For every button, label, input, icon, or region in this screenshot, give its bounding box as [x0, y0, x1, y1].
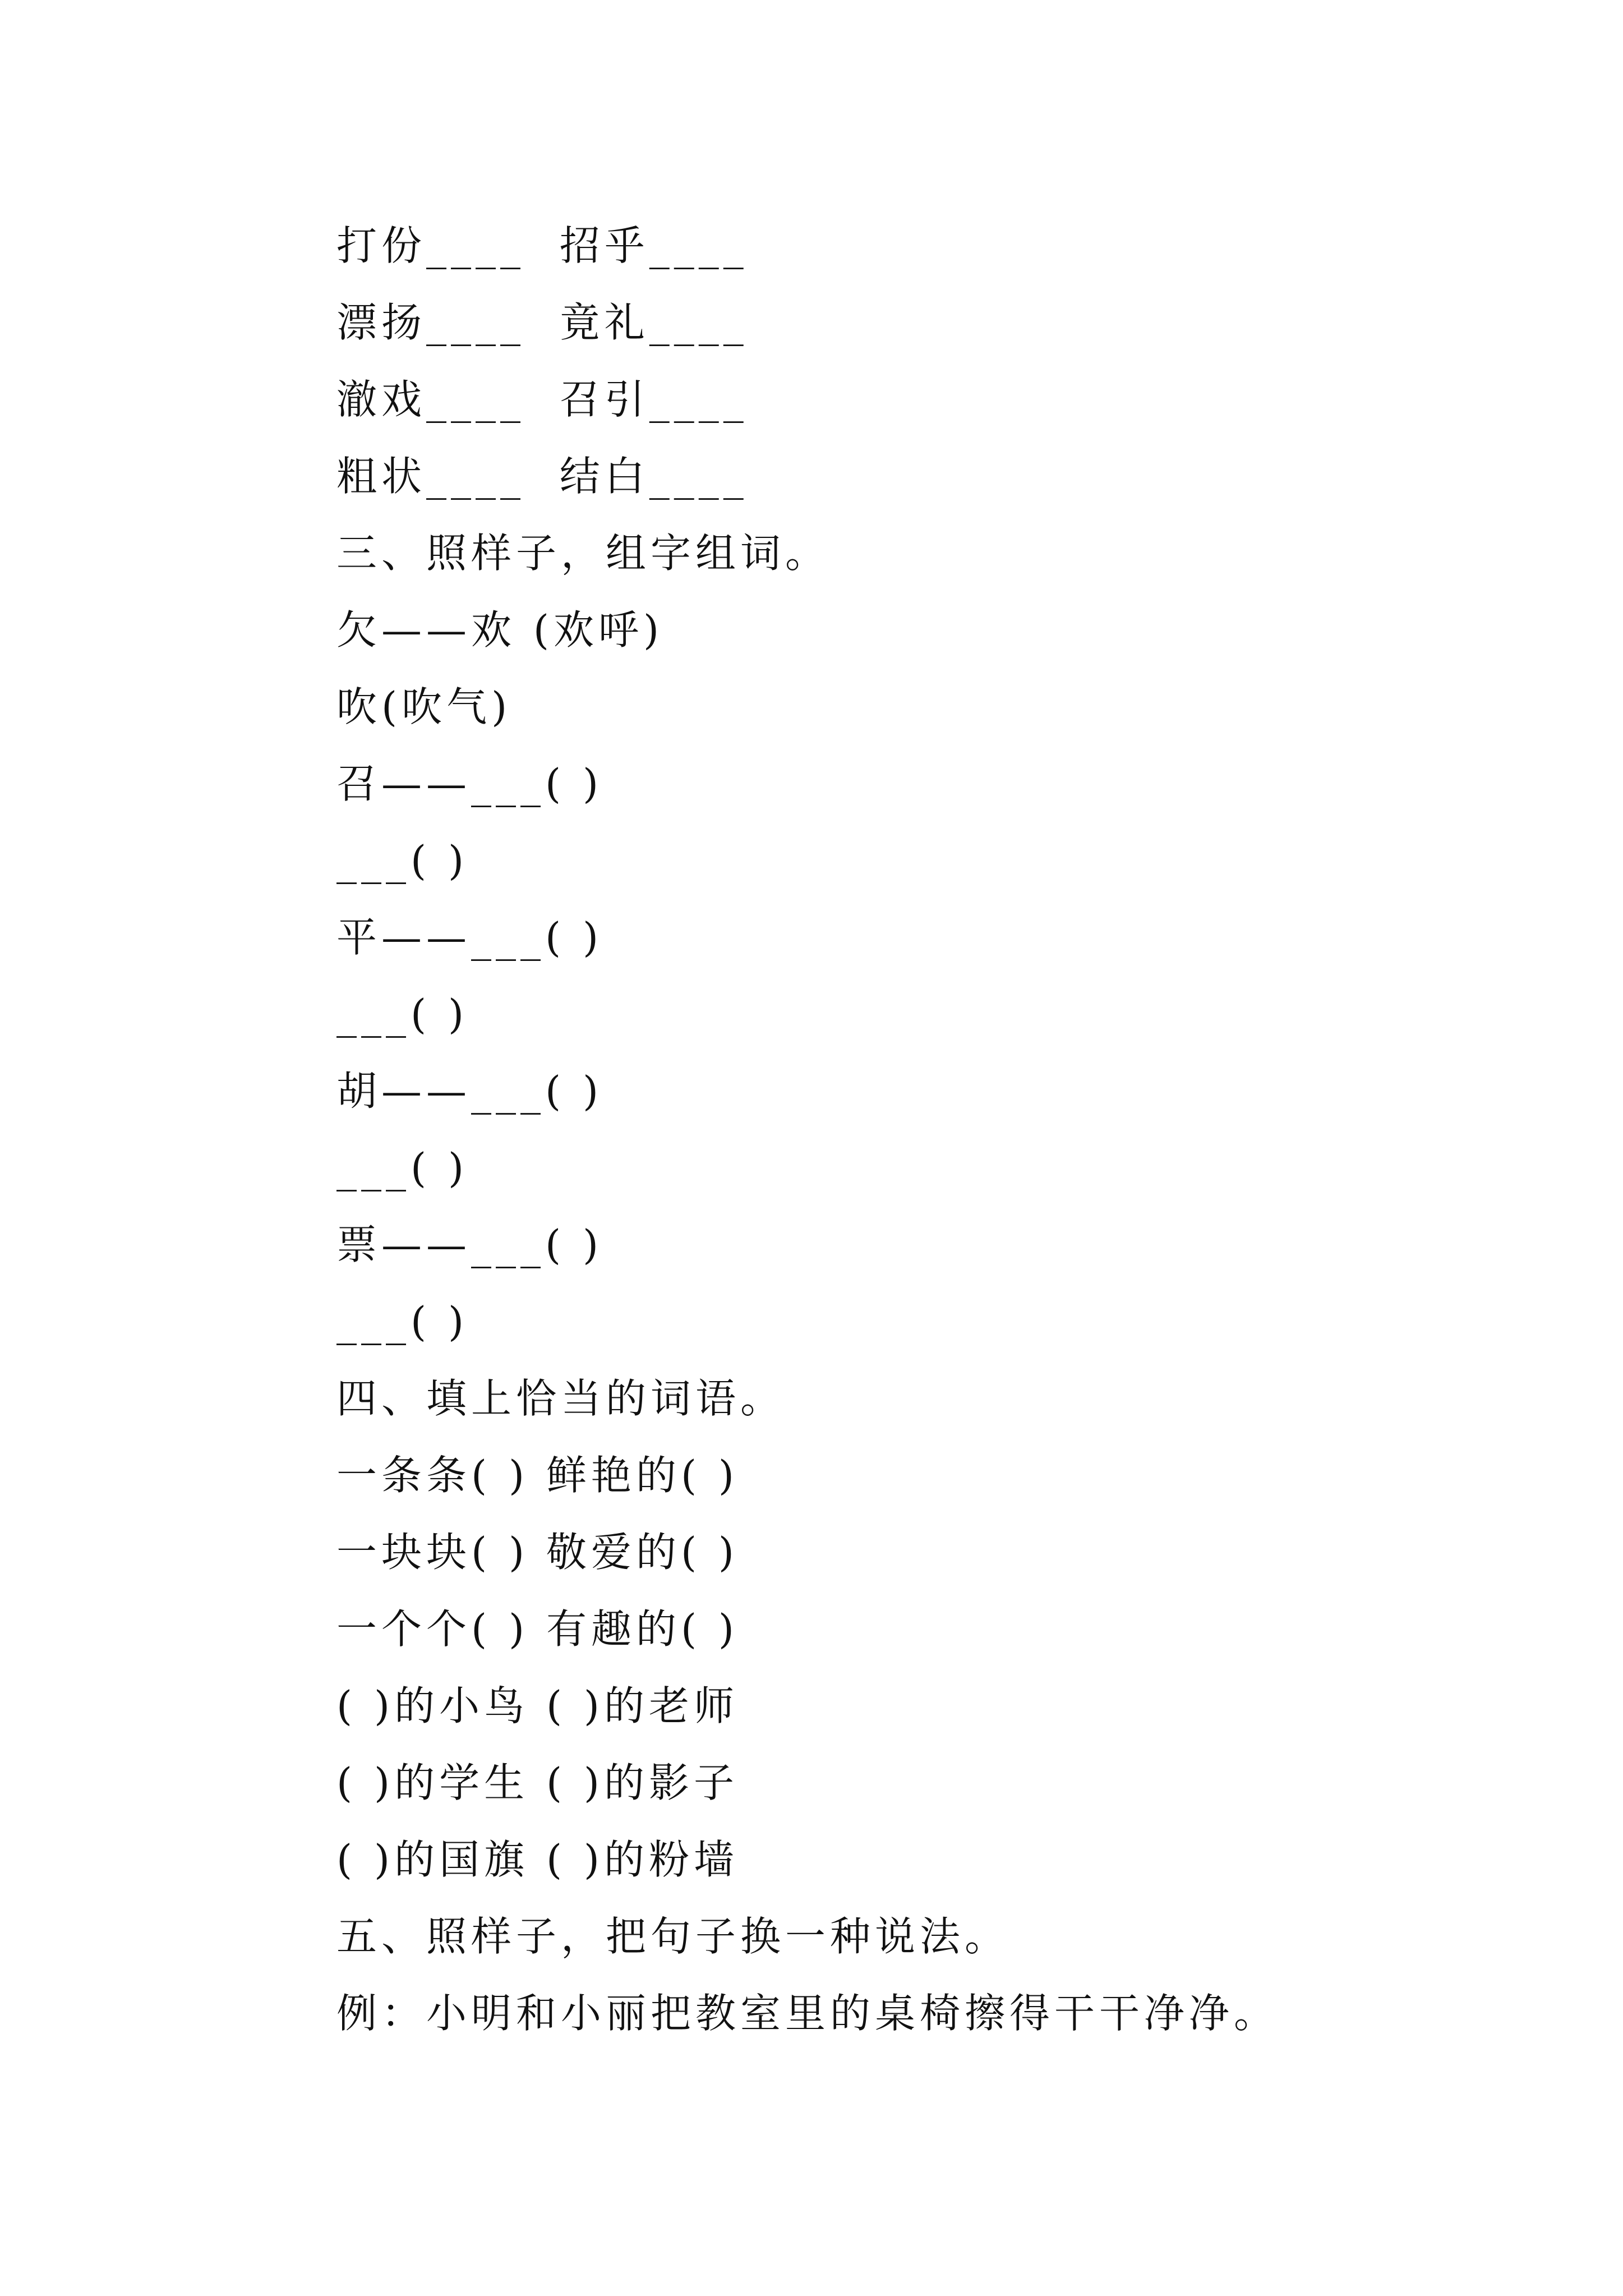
section-five-heading: 五、照样子，把句子换一种说法。 [336, 1913, 1010, 1960]
fill-line-3: 一个个( ) 有趣的( ) [336, 1605, 739, 1653]
fill-line-2: 一块块( ) 敬爱的( ) [336, 1529, 739, 1576]
exercise-line-hu-2: ___( ) [336, 1144, 469, 1191]
fill-line-6: ( )的国旗 ( )的粉墙 [336, 1836, 739, 1883]
exercise-line-ping-1: 平——___( ) [336, 914, 603, 961]
fill-line-1: 一条条( ) 鲜艳的( ) [336, 1452, 739, 1499]
word-correction-line-3: 澈戏____ 召引____ [336, 376, 748, 423]
word-correction-line-1: 打份____ 招乎____ [336, 222, 748, 269]
section-four-heading: 四、填上恰当的词语。 [336, 1375, 786, 1422]
fill-line-4: ( )的小鸟 ( )的老师 [336, 1682, 739, 1729]
word-correction-line-2: 漂扬____ 竟礼____ [336, 299, 748, 346]
section-five-example: 例：小明和小丽把教室里的桌椅擦得干干净净。 [336, 1990, 1279, 2037]
exercise-line-ping-2: ___( ) [336, 991, 469, 1038]
exercise-line-hu-1: 胡——___( ) [336, 1068, 603, 1115]
example-line-2: 吹(吹气) [336, 683, 512, 730]
exercise-line-zhao-2: ___( ) [336, 837, 469, 884]
section-three-heading: 三、照样子，组字组词。 [336, 530, 831, 577]
exercise-line-piao-2: ___( ) [336, 1298, 469, 1345]
exercise-line-piao-1: 票——___( ) [336, 1221, 603, 1268]
exercise-line-zhao-1: 召——___( ) [336, 760, 603, 807]
example-line-1: 欠——欢 (欢呼) [336, 606, 664, 654]
word-correction-line-4: 粗状____ 结白____ [336, 453, 748, 500]
fill-line-5: ( )的学生 ( )的影子 [336, 1759, 739, 1806]
document-body [336, 208, 1514, 2052]
